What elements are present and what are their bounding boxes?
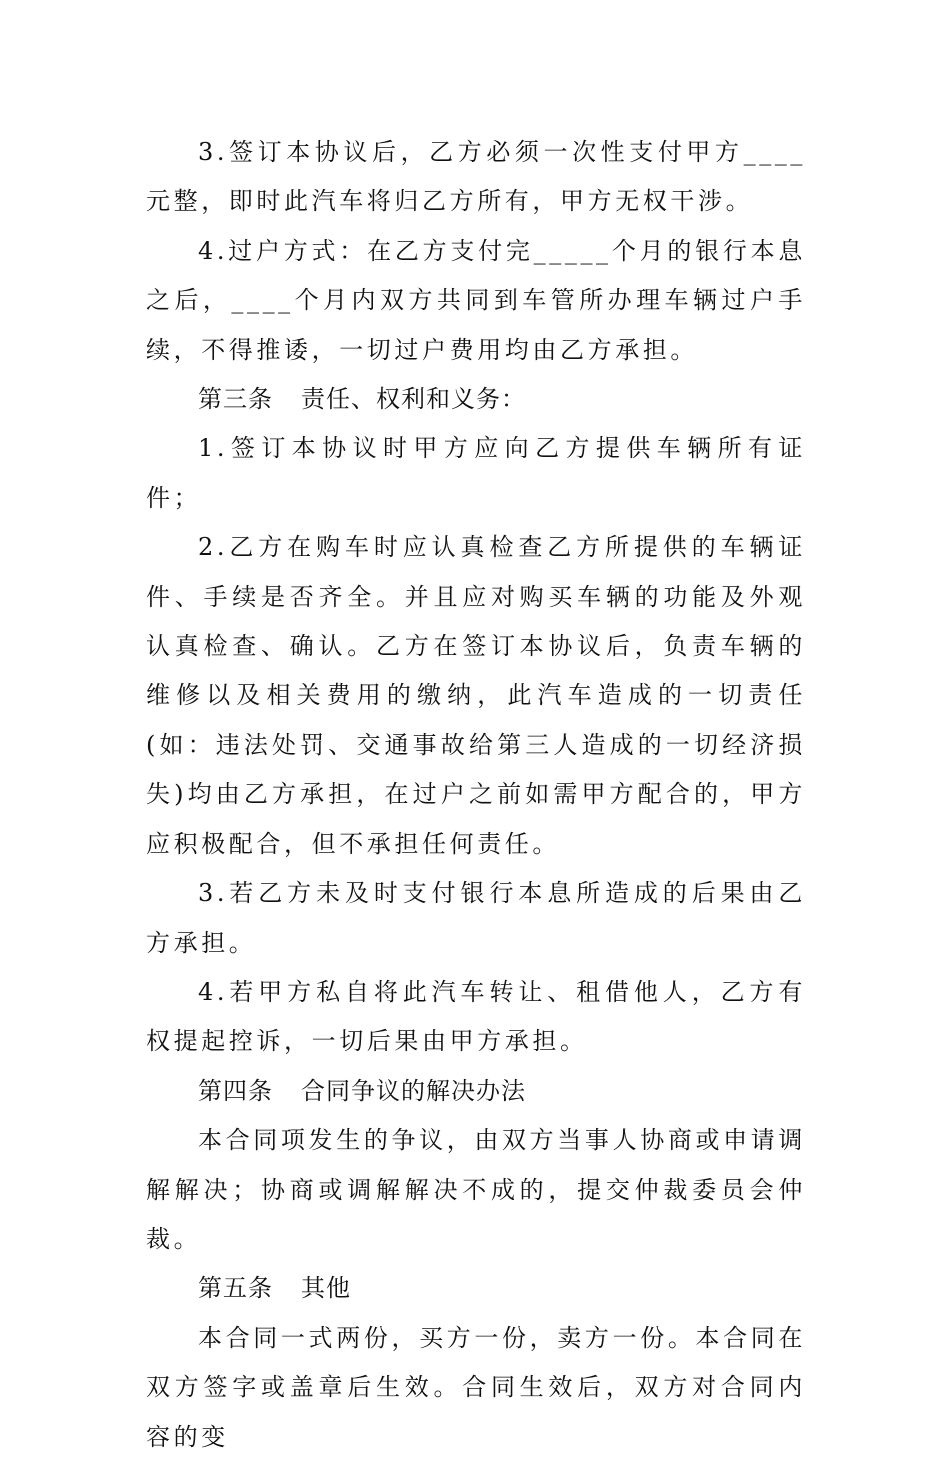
clause-4-text: 本合同项发生的争议，由双方当事人协商或申请调解解决；协商或调解解决不成的，提交仲裁委员会仲裁。 bbox=[146, 1126, 806, 1253]
article-3-heading bbox=[146, 375, 806, 424]
document-body bbox=[146, 128, 806, 1462]
clause-5-text: 本合同一式两份，买方一份，卖方一份。本合同在双方签字或盖章后生效。合同生效后，双方对合同内容的变 bbox=[146, 1323, 806, 1451]
clause-3-item-3: 3.若乙方未及时支付银行本息所造成的后果由乙方承担。 bbox=[146, 879, 806, 957]
article-3-title: 责任、权利和义务： bbox=[301, 385, 526, 414]
article-5-heading bbox=[146, 1264, 806, 1313]
article-4-number: 第四条 bbox=[198, 1076, 273, 1105]
clause-2-item-4: 4.过户方式：在乙方支付完_____个月的银行本息之后，____个月内双方共同到车管所办理车辆过户手续，不得推诿，一切过户费用均由乙方承担。 bbox=[146, 236, 806, 364]
article-3-number: 第三条 bbox=[198, 385, 273, 414]
clause-3-item-4: 4.若甲方私自将此汽车转让、租借他人，乙方有权提起控诉，一切后果由甲方承担。 bbox=[146, 977, 806, 1056]
clause-2-item-3: 3.签订本协议后，乙方必须一次性支付甲方____元整，即时此汽车将归乙方所有，甲方无权干涉。 bbox=[146, 138, 806, 216]
clause-3-item-2: 2.乙方在购车时应认真检查乙方所提供的车辆证件、手续是否齐全。并且应对购买车辆的功能及外观认真检查、确认。乙方在签订本协议后，负责车辆的维修以及相关费用的缴纳，此汽车造成的一切责任(如：违法处罚、交通事故给第三人造成的一切经济损失)均由乙方承担，在过户之前如需甲方配合的，甲方应积极配合，但不承担任何责任。 bbox=[146, 533, 806, 858]
article-5-number: 第五条 bbox=[198, 1274, 273, 1303]
article-4-heading bbox=[146, 1067, 806, 1116]
article-5-title: 其他 bbox=[301, 1274, 351, 1303]
article-4-title: 合同争议的解决办法 bbox=[301, 1076, 526, 1105]
clause-3-item-1: 1.签订本协议时甲方应向乙方提供车辆所有证件； bbox=[146, 434, 806, 512]
